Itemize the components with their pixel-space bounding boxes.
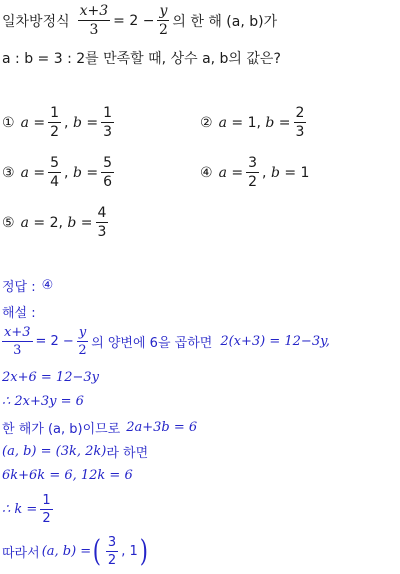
step8-left-paren: ( xyxy=(92,533,102,569)
choice-5-a-value: 2 xyxy=(49,214,59,231)
choice-4-mark: ④ xyxy=(200,164,213,181)
choice-2-b-denominator: 3 xyxy=(295,124,305,140)
step1-text: 의 양변에 6을 곱하면 xyxy=(91,336,213,351)
choice-3-a-fraction xyxy=(48,156,61,189)
solution-step-4 xyxy=(2,418,197,437)
step1-fraction-1-denominator: 3 xyxy=(13,343,22,358)
question-fraction-1-numerator: x+3 xyxy=(79,3,109,19)
question-fraction-2 xyxy=(157,4,169,37)
choice-2[interactable]: ② a = 1 , b = $\frac{2}{3}$ xyxy=(200,105,305,140)
step8-right-paren: ) xyxy=(139,533,148,569)
question-condition: a : b = 3 : 2를 만족할 때, 상수 a, b의 값은? xyxy=(2,51,281,67)
question-line-2 xyxy=(2,48,281,68)
choice-1-mark: ① xyxy=(2,114,15,131)
step4-equation: 2a+3b = 6 xyxy=(126,420,198,435)
step5-text: 라 하면 xyxy=(106,446,149,461)
step5-equation: (a, b) = (3k, 2k) xyxy=(2,444,107,459)
step1-fraction-1 xyxy=(2,326,33,357)
choice-1-a-fraction xyxy=(48,106,61,139)
question-prefix: 일차방정식 xyxy=(2,13,70,30)
solution-step-8 xyxy=(2,533,149,569)
step2-text: 2x+6 = 12−3y xyxy=(2,370,99,385)
choice-5-mark: ⑤ xyxy=(2,214,15,231)
step1-mid: = 2 − xyxy=(35,334,74,349)
step1-fraction-2 xyxy=(77,326,88,357)
step4-text: 한 해가 (a, b)이므로 xyxy=(2,422,121,437)
step7-prefix: ∴ k = xyxy=(2,502,38,517)
question-fraction-2-numerator: y xyxy=(159,3,168,19)
answer-value: ④ xyxy=(41,278,54,293)
choice-3-b-denominator: 6 xyxy=(103,174,113,190)
choice-3-a-numerator: 5 xyxy=(50,155,60,171)
solution-label-line xyxy=(2,302,36,321)
step1-result: 2(x+3) = 12−3y, xyxy=(220,334,330,349)
step8-fraction xyxy=(106,536,118,567)
step1-fraction-2-numerator: y xyxy=(78,325,87,340)
question-fraction-2-denominator: 2 xyxy=(158,22,168,38)
step8-equation: (a, b) = xyxy=(41,544,92,559)
choice-1-a-numerator: 1 xyxy=(50,105,60,121)
question-fraction-1-denominator: 3 xyxy=(89,22,99,38)
solution-step-5 xyxy=(2,442,148,461)
step8-numerator: 3 xyxy=(107,535,117,550)
step8-end: , 1 xyxy=(121,544,138,559)
solution-step-2 xyxy=(2,370,99,385)
choice-2-a-value: 1 xyxy=(247,114,257,131)
solution-step-7 xyxy=(2,494,56,525)
choice-2-b-numerator: 2 xyxy=(295,105,305,121)
question-suffix: 의 한 해 (a, b)가 xyxy=(172,13,278,30)
step7-fraction xyxy=(40,494,52,525)
step8-prefix: 따라서 xyxy=(2,546,40,561)
step8-denominator: 2 xyxy=(107,553,117,568)
choice-5-b-numerator: 4 xyxy=(97,205,107,221)
answer-line xyxy=(2,276,53,295)
choice-1-b-fraction xyxy=(101,106,114,139)
choice-3-b-fraction xyxy=(101,156,114,189)
choice-1-b-denominator: 3 xyxy=(103,124,113,140)
choice-2-b-fraction xyxy=(294,106,307,139)
choice-4-a-numerator: 3 xyxy=(248,155,258,171)
step1-fraction-1-numerator: x+3 xyxy=(4,325,31,340)
choice-2-mark: ② xyxy=(200,114,213,131)
choice-3[interactable]: ③ a = $\frac{5}{4}$ , b = $\frac{5}{6}$ xyxy=(2,155,113,190)
choice-4-a-fraction xyxy=(246,156,259,189)
choice-3-a-denominator: 4 xyxy=(50,174,60,190)
question-fraction-1 xyxy=(78,4,111,37)
answer-label: 정답 : xyxy=(2,280,36,295)
choice-1-a-denominator: 2 xyxy=(50,124,60,140)
choice-4[interactable]: ④ a = $\frac{3}{2}$ , b = 1 xyxy=(200,155,310,190)
choice-4-a-denominator: 2 xyxy=(248,174,258,190)
question-line-1 xyxy=(0,4,277,37)
solution-step-1 xyxy=(2,326,330,357)
choice-1[interactable]: ① a = $\frac{1}{2}$ , b = $\frac{1}{3}$ xyxy=(2,105,113,140)
solution-step-6 xyxy=(2,468,133,483)
choice-5-b-denominator: 3 xyxy=(97,224,107,240)
step7-denominator: 2 xyxy=(42,511,51,526)
choice-3-mark: ③ xyxy=(2,164,15,181)
step7-numerator: 1 xyxy=(42,493,51,508)
step3-text: ∴ 2x+3y = 6 xyxy=(2,394,84,409)
choice-3-b-numerator: 5 xyxy=(103,155,113,171)
choice-1-b-numerator: 1 xyxy=(103,105,113,121)
choice-4-b-value: 1 xyxy=(300,164,310,181)
choice-5[interactable]: ⑤ a = 2 , b = $\frac{4}{3}$ xyxy=(2,205,107,240)
solution-step-3 xyxy=(2,394,84,409)
question-eq-mid: = 2 − xyxy=(113,12,155,29)
step1-fraction-2-denominator: 2 xyxy=(78,343,87,358)
choice-5-b-fraction xyxy=(96,206,109,239)
solution-label: 해설 : xyxy=(2,306,36,321)
step6-text: 6k+6k = 6, 12k = 6 xyxy=(2,468,133,483)
